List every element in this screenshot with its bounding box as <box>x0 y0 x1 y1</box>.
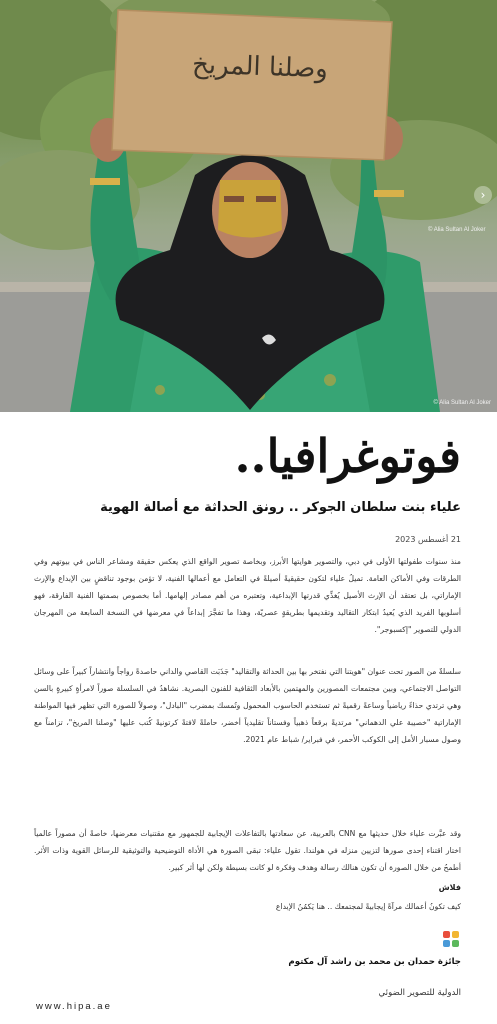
right-bracelet <box>374 190 404 197</box>
article-paragraph-3: وقد عبَّرت علياء خلال حديثها مع CNN بالعربية، عن سعادتها بالتفاعلات الإيجابية للجمهور مع مقتنيات معرضها، خاصةً أن مصوراً عالمياً اختار اقتناء إحدى صورها لتزيين منزله في هولندا. تقول علياء: تبقى الصورة هي الأداة التوضيحية والتوثيقية للرسائل القوية وذات الأثر. أطمحُ من خلال الصورة أن تكون هنالك رسالة وهدف وفكرة لو كانت بسيطة ولكن لها أثر كبير. <box>34 829 461 872</box>
article-paragraph-1: منذ سنوات طفولتها الأولى في دبي، والتصوير هوايتها الأبرز، وبخاصة تصوير الواقع الذي يعكس حقيقة ومشاعر الناس في بيوتهم وفي الطرقات وفي الأماكن العامة. تميلُ علياء لتكون حقيقيةً أصيلةً في التعامل مع أعمالها الفنية، لا تؤمن بوجود تناقضٍ بين الإبداع والإرث الإماراتي، بل تعتقد أن الإرث الأصيل يُغذِّي قدرتها الإبداعية، وتعتبره من أهم مصادر إلهامها. أما بخصوص بصمتها الفنية الفارقة، فهو أسلوبها الفريد الذي يُعيدُ ابتكار التقاليد وتقديمها بطريقةٍ عصريّة، وهذا ما تفجَّرَ إبداعاً في معرضها في النسخة السابعة من المهرجان الدولي للتصوير "إكسبوجر". <box>34 557 461 634</box>
photo-credit-bottom: © Alia Sultan Al Joker <box>433 400 491 406</box>
gold-burqa-mask <box>218 180 282 238</box>
logo-square-3 <box>443 940 450 947</box>
flash-text: كيف تكونُ أعمالك مرآةً إيجابيةً لمجتمعك .. هنا يَكمُنُ الإبداع <box>275 902 461 911</box>
article-date: 21 أغسطس 2023 <box>395 535 461 544</box>
mask-eye-slit-left <box>224 196 244 202</box>
section-title: فوتوغرافيا.. <box>234 429 461 483</box>
logo-square-2 <box>452 931 459 938</box>
photo-credit-top: © Alia Sultan Al Joker <box>428 227 486 233</box>
organization-name: جائزة حمدان بن محمد بن راشد آل مكتوم <box>288 957 461 967</box>
mask-eye-slit-right <box>256 196 276 202</box>
sign-text: وصلنا المريخ <box>191 49 329 85</box>
article-title: علياء بنت سلطان الجوكر .. رونق الحداثة مع أصالة الهوية <box>100 500 461 515</box>
hipa-logo-icon <box>443 931 459 947</box>
flash-label: فلاش <box>438 883 461 892</box>
organization-subtitle: الدولية للتصوير الضوئي <box>378 988 461 998</box>
hero-photo <box>0 0 497 412</box>
left-bracelet <box>90 178 120 185</box>
article-paragraph-2: سلسلةٌ من الصور تحت عنوان "هويتنا التي نفتخر بها بين الحداثة والتقاليد" جَذَبَت القاصي والداني حاصدةً رواجاً وانتشاراً كبيراً على وسائل التواصل الاجتماعي، وبين مجتمعات المصورين والمهتمين بالأبعاد الثقافية للفنون البصرية. نشاهدُ في السلسلة صوراً لامرأةٍ كبيرةٍ بالسن وهي ترتدي حذاءً رياضياً وساعةً رقميةً ثم تستخدم الحاسوب المحمول وتُمسك بمضرب "البادل"، وصولاً للصورة التي تظهر فيها المواطنة الإماراتية "خصيبة علي الدهماني" مرتديةً برقعاً ذهبياً وفستاناً تقليدياً أخضر، حاملةً لافتةً كرتونيةً كُتب عليها "وصلنا المريخ"، تزامناً مع وصول مسبار الأمل إلى الكوكب الأحمر، في فبراير/ شباط عام 2021. <box>34 667 461 744</box>
next-slide-button[interactable]: › <box>474 186 492 204</box>
website-link[interactable]: www.hipa.ae <box>36 1001 112 1012</box>
logo-square-4 <box>452 940 459 947</box>
logo-square-1 <box>443 931 450 938</box>
